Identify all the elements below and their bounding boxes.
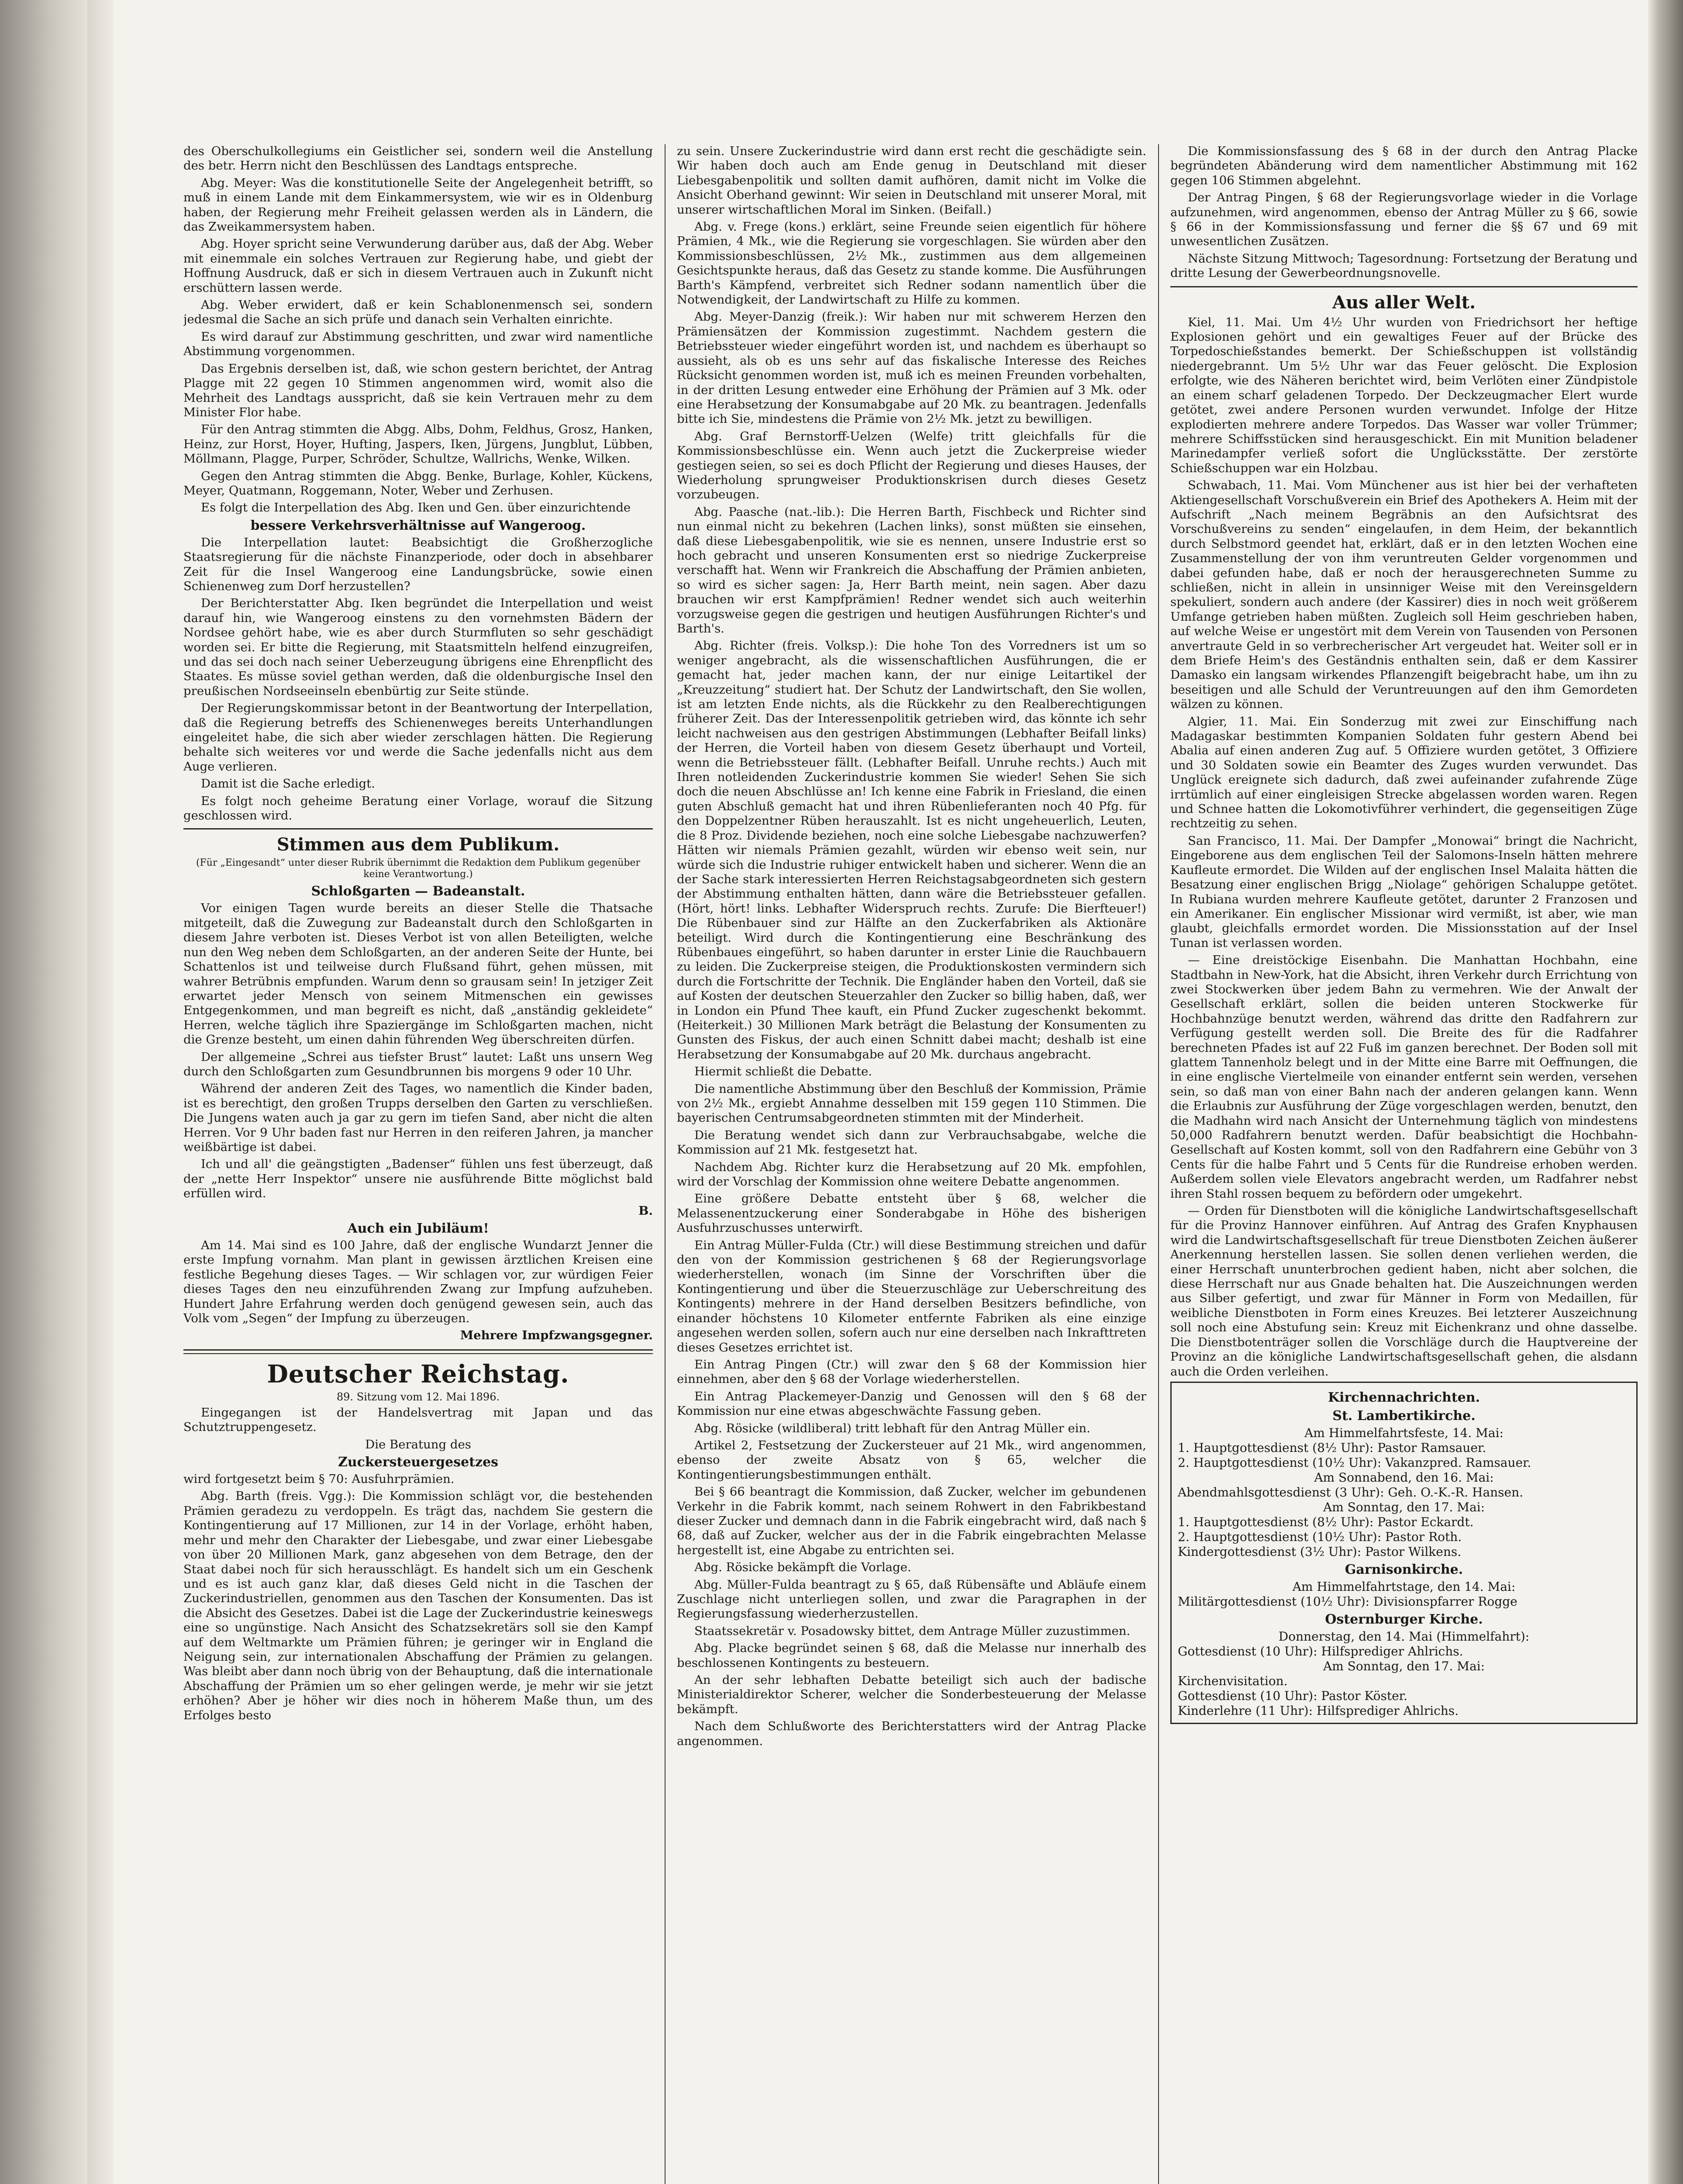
column-3 — [1170, 144, 1638, 2184]
paragraph: zu sein. Unsere Zuckerindustrie wird dann erst recht die geschädigte sein. Wir haben doch auch am Ende genug in Deutschland mit dieser Liebesgabenpolitik und sollten damit aufhören, damit nicht im Volke die Ansicht Oberhand gewinnt: Wir seien in Deutschland mit unserer Moral, mit unserer wirtschaftlichen Moral im Sinken. (Beifall.) — [677, 144, 1146, 217]
paragraph: Abg. Meyer: Was die konstitutionelle Seite der Angelegenheit betrifft, so muß in einem Lande mit dem Einkammersystem, wie wir es in Oldenburg haben, der Regierung mehr Freiheit gelassen werden als in Ländern, die das Zweikammersystem haben. — [183, 176, 653, 234]
service-line: Abendmahlsgottesdienst (3 Uhr): Geh. O.-K.-R. Hansen. — [1178, 1485, 1524, 1500]
section-title: Stimmen aus dem Publikum. — [276, 834, 560, 855]
service-line: Gottesdienst (10 Uhr): Hilfsprediger Ahlrichs. — [1178, 1644, 1463, 1659]
divider — [183, 828, 653, 829]
paragraph: Am 14. Mai sind es 100 Jahre, daß der englische Wundarzt Jenner die erste Impfung vornahm. Man plant in gewissen ärztlichen Kreisen eine festliche Begehung dieses Tages. — Wir schlagen vor, zur würdigen Feier dieses Tages den neu einzuführenden Zwang zur Impfung aufzuheben. Hundert Jahre Erfahrung werden doch genügend gewesen sein, auch das Volk vom „Segen“ der Impfung zu überzeugen. — [183, 1238, 653, 1326]
church-name: Osternburger Kirche. — [1325, 1611, 1483, 1627]
paragraph: Abg. Rösicke (wildliberal) tritt lebhaft für den Antrag Müller ein. — [694, 1421, 1090, 1435]
service-line: Kirchenvisitation. — [1178, 1673, 1288, 1688]
service-line: 2. Hauptgottesdienst (10½ Uhr): Pastor Roth. — [1178, 1529, 1462, 1544]
service-line: 1. Hauptgottesdienst (8½ Uhr): Pastor Eckardt. — [1178, 1514, 1474, 1529]
paragraph: Ich und all' die geängstigten „Badenser“ fühlen uns fest überzeugt, daß der „nette Herr Inspektor“ unsere nie ausführende Bitte möglichst bald erfüllen wird. — [183, 1157, 653, 1201]
paragraph: Damit ist die Sache erledigt. — [201, 777, 375, 791]
paragraph: Abg. Hoyer spricht seine Verwunderung darüber aus, daß der Abg. Weber mit einemmale ein solches Vertrauen zur Regierung habe, und giebt der Hoffnung Ausdruck, daß er sich in diesem Vertrauen auch in Zukunft nicht erschüttern lassen werde. — [183, 237, 653, 295]
paragraph: Der Regierungskommissar betont in der Beantwortung der Interpellation, daß die Regierung betreffs des Schienenweges bereits Unterhandlungen eingeleitet habe, die sich aber wieder zerschlagen hätten. Die Regierung behalte sich weiteres vor und werde die Sache jedenfalls nicht aus dem Auge verlieren. — [183, 701, 653, 774]
service-line: 2. Hauptgottesdienst (10½ Uhr): Vakanzpred. Ramsauer. — [1178, 1455, 1531, 1470]
paragraph: Ein Antrag Müller-Fulda (Ctr.) will diese Bestimmung streichen und dafür den von der Kommission gestrichenen § 68 der Regierungsvorlage wiederherstellen, wonach (im Sinne der Vorschriften über die Kontingentierung und über die Steuerzuschläge zur Ueberschreitung des Kontingents) mehrere in der Hand derselben Besitzers befindliche, von einander höchstens 10 Kilometer entfernte Fabriken als eine einzige angesehen werden sollen, sofern auch nur eine derselben nach Inkrafttreten dieses Gesetzes errichtet ist. — [677, 1238, 1146, 1355]
paragraph: Hiermit schließt die Debatte. — [694, 1064, 872, 1079]
paragraph: Nachdem Abg. Richter kurz die Herabsetzung auf 20 Mk. empfohlen, wird der Vorschlag der Kommission ohne weitere Debatte angenommen. — [677, 1160, 1146, 1189]
service-date: Am Himmelfahrtstage, den 14. Mai: — [1292, 1579, 1516, 1594]
paragraph: Vor einigen Tagen wurde bereits an dieser Stelle die Thatsache mitgeteilt, daß die Zuwegung zur Badeanstalt durch den Schloßgarten in diesem Jahre verboten ist. Dieses Verbot ist von allen Beteiligten, welche nun den Weg neben dem Schloßgarten, an der anderen Seite der Hunte, bei Schattenlos ist und teilweise durch Flußsand führt, gehen müssen, mit wahrer Betrübnis empfunden. Warum denn so grausam sein! In jetziger Zeit erwartet jeder Mensch von seinem Mitmenschen ein gewisses Entgegenkommen, und man begreift es nicht, daß „anständig gekleidete“ Herren, welche täglich ihre Spaziergänge im Schloßgarten machen, nicht die Grenze besteht, um einen dahin führenden Weg überschreiten dürfen. — [183, 901, 653, 1047]
paragraph: Die Beratung wendet sich dann zur Verbrauchsabgabe, welche die Kommission auf 21 Mk. festgesetzt hat. — [677, 1128, 1146, 1157]
paragraph: Es folgt noch geheime Beratung einer Vorlage, worauf die Sitzung geschlossen wird. — [183, 794, 653, 823]
service-date: Am Sonntag, den 17. Mai: — [1323, 1659, 1485, 1673]
service-date: Am Sonnabend, den 16. Mai: — [1314, 1470, 1494, 1485]
paragraph: Abg. Graf Bernstorff-Uelzen (Welfe) tritt gleichfalls für die Kommissionsbeschlüsse ein. Wenn auch jetzt die Zuckerpreise wieder gestiegen seien, so sei es doch Pflicht der Regierung und dieses Hauses, der Wiederholung sprungweiser Produktionskrisen durch dieses Gesetz vorzubeugen. — [677, 429, 1146, 502]
paragraph: San Francisco, 11. Mai. Der Dampfer „Monowai“ bringt die Nachricht, Eingeborene aus dem englischen Teil der Salomons-Inseln hätten mehrere Kaufleute ermordet. Die Wilden auf der englischen Insel Malaita hätten die Besatzung einer englischen Brigg „Niolage“ gehörigen Schaluppe getötet. In Rubiana wurden mehrere Kaufleute getötet, darunter 2 Franzosen und ein Amerikaner. Ein englischer Missionar wird vermißt, ist aber, wie man glaubt, gleichfalls ermordet worden. Die Missionsstation auf der Insel Tunan ist verlassen worden. — [1170, 833, 1638, 950]
paragraph: wird fortgesetzt beim § 70: Ausfuhrprämien. — [183, 1472, 455, 1486]
section-title: Deutscher Reichstag. — [267, 1359, 569, 1389]
paragraph: Der allgemeine „Schrei aus tiefster Brust“ lautet: Laßt uns unsern Weg durch den Schloßgarten zum Gesundbrunnen bis morgens 9 oder 10 Uhr. — [183, 1050, 653, 1078]
signature: B. — [638, 1203, 653, 1218]
section-heading: Zuckersteuergesetzes — [338, 1455, 499, 1470]
session-line: 89. Sitzung vom 12. Mai 1896. — [336, 1390, 500, 1403]
divider — [1170, 286, 1638, 287]
paragraph: An der sehr lebhaften Debatte beteiligt sich auch der badische Ministerialdirektor Scherer, welcher die Sonderbesteuerung der Melasse bekämpft. — [677, 1673, 1146, 1716]
service-date: Am Himmelfahrtsfeste, 14. Mai: — [1304, 1425, 1504, 1440]
paragraph: Die namentliche Abstimmung über den Beschluß der Kommission, Prämie von 2½ Mk., ergiebt Annahme desselben mit 159 gegen 110 Stimmen. Die bayerischen Centrumsabgeordneten stimmten mit der Minderheit. — [677, 1082, 1146, 1125]
service-line: Militärgottesdienst (10½ Uhr): Divisionspfarrer Rogge — [1178, 1594, 1517, 1609]
paragraph: Artikel 2, Festsetzung der Zuckersteuer auf 21 Mk., wird angenommen, ebenso der zweite Absatz von § 65, welcher die Kontingentierungsbestimmungen enthält. — [677, 1438, 1146, 1482]
scan-left-edge — [0, 0, 87, 2184]
column-rule — [1158, 144, 1159, 2184]
paragraph: des Oberschulkollegiums ein Geistlicher sei, sondern weil die Anstellung des betr. Herrn nicht den Beschlüssen des Landtags entspreche. — [183, 144, 653, 173]
church-name: Garnisonkirche. — [1345, 1562, 1463, 1577]
paragraph: Gegen den Antrag stimmten die Abgg. Benke, Burlage, Kohler, Kückens, Meyer, Quatmann, Roggemann, Noter, Weber und Zerhusen. — [183, 469, 653, 498]
paragraph: Eine größere Debatte entsteht über § 68, welcher die Melassenentzuckerung einer Sonderabgabe in Höhe des bisherigen Ausfuhrzuschusses unterwirft. — [677, 1192, 1146, 1235]
paragraph: Nächste Sitzung Mittwoch; Tagesordnung: Fortsetzung der Beratung und dritte Lesung der Gewerbeordnungsnovelle. — [1170, 251, 1638, 280]
signature: Mehrere Impfzwangsgegner. — [460, 1328, 653, 1343]
church-notices-box — [1170, 1382, 1638, 1724]
double-divider — [183, 1349, 653, 1354]
paragraph: Der Berichterstatter Abg. Iken begründet die Interpellation und weist darauf hin, wie Wangeroog einstens zu den vornehmsten Bädern der Nordsee gehört habe, wie es aber durch Sturmfluten so sehr geschädigt worden sei. Er bitte die Regierung, mit Staatsmitteln helfend einzugreifen, und das sei doch nach seiner Ueberzeugung übrigens eine Ehrenpflicht des Staates. Es müsse soviel gethan werden, daß die oldenburgische Insel den preußischen Nordseeinseln ebenbürtig zur Seite stünde. — [183, 596, 653, 698]
paragraph: Abg. Meyer-Danzig (freik.): Wir haben nur mit schwerem Herzen den Prämiensätzen der Kommission zugestimmt. Nachdem gestern die Betriebssteuer wieder eingeführt worden ist, und nachdem es überhaupt so aussieht, als ob es uns sehr auf das fiskalische Interesse des Reiches Rücksicht genommen worden ist, muß ich es meinen Freunden vorbehalten, in der dritten Lesung entweder eine Erhöhung der Prämien auf 3 Mk. oder eine Herabsetzung der Konsumabgabe auf 20 Mk. zu beantragen. Jedenfalls bitte ich Sie, mindestens die Prämie von 2½ Mk. jetzt zu bewilligen. — [677, 310, 1146, 426]
paragraph: Nach dem Schlußworte des Berichterstatters wird der Antrag Placke angenommen. — [677, 1719, 1146, 1748]
scan-right-edge — [1648, 0, 1683, 2184]
service-line: Gottesdienst (10 Uhr): Pastor Köster. — [1178, 1688, 1407, 1703]
editorial-note: (Für „Eingesandt“ unter dieser Rubrik übernimmt die Redaktion dem Publikum gegenüber keine Verantwortung.) — [196, 857, 641, 880]
paragraph: Staatssekretär v. Posadowsky bittet, dem Antrage Müller zuzustimmen. — [694, 1624, 1131, 1638]
paragraph: Es wird darauf zur Abstimmung geschritten, und zwar wird namentliche Abstimmung vorgenommen. — [183, 329, 653, 359]
paragraph: Das Ergebnis derselben ist, daß, wie schon gestern berichtet, der Antrag Plagge mit 22 gegen 10 Stimmen angenommen wird, womit also die Mehrheit des Landtags ausspricht, daß sie kein Vertrauen mehr zu dem Minister Flor habe. — [183, 361, 653, 419]
column-rule — [665, 144, 666, 2184]
paragraph: Abg. Rösicke bekämpft die Vorlage. — [694, 1560, 911, 1575]
paragraph: Der Antrag Pingen, § 68 der Regierungsvorlage wieder in die Vorlage aufzunehmen, wird angenommen, ebenso der Antrag Müller zu § 66, sowie § 66 in der Kommissionsfassung und ferner die §§ 67 und 69 mit unwesentlichen Zusätzen. — [1170, 190, 1638, 249]
page-binding — [87, 0, 114, 2184]
article-heading: Schloßgarten — Badeanstalt. — [311, 884, 525, 899]
paragraph: Eingegangen ist der Handelsvertrag mit Japan und das Schutztruppengesetz. — [183, 1405, 653, 1434]
paragraph: Abg. Weber erwidert, daß er kein Schablonenmensch sei, sondern jedesmal die Sache an sich prüfe und danach sein Verhalten einrichte. — [183, 298, 653, 327]
service-line: Kinderlehre (11 Uhr): Hilfsprediger Ahlrichs. — [1178, 1703, 1459, 1718]
paragraph: Abg. Placke begründet seinen § 68, daß die Melasse nur innerhalb des beschlossenen Kontingents zu besteuern. — [677, 1641, 1146, 1670]
section-heading: bessere Verkehrsverhältnisse auf Wangeroog. — [250, 518, 586, 533]
paragraph: Für den Antrag stimmten die Abgg. Albs, Dohm, Feldhus, Grosz, Hanken, Heinz, zur Horst, Hoyer, Hufting, Jaspers, Iken, Jürgens, Jungblut, Lübben, Möllmann, Plagge, Purper, Schröder, Schultze, Wallrichs, Wenke, Wilken. — [183, 422, 653, 466]
paragraph: Ein Antrag Plackemeyer-Danzig und Genossen will den § 68 der Kommission nur eine etwas abgeschwächte Fassung geben. — [677, 1389, 1146, 1418]
column-1 — [183, 144, 653, 2184]
paragraph: Die Interpellation lautet: Beabsichtigt die Großherzogliche Staatsregierung für die nächste Finanzperiode, oder doch in absehbarer Zeit für die Insel Wangeroog eine Landungsbrücke, sowie einen Schienenweg zum Dorf herzustellen? — [183, 535, 653, 593]
service-line: 1. Hauptgottesdienst (8½ Uhr): Pastor Ramsauer. — [1178, 1440, 1486, 1455]
paragraph: Abg. Barth (freis. Vgg.): Die Kommission schlägt vor, die bestehenden Prämien geradezu zu verdoppeln. Es trägt das, nachdem Sie gestern die Kontingentierung auf 17 Millionen, zur 14 in der Vorlage, erhöht haben, mehr und mehr den Charakter der Liebesgabe, und zwar einer Liebesgabe von über 20 Millionen Mark, ganz abgesehen von dem Betrage, den der Staat dabei noch für sich herausschlägt. Es handelt sich um ein Geschenk und es ist auch ganz klar, daß dieses Geld nicht in die Taschen der Zuckerindustriellen, genommen aus den Taschen der Konsumenten. Das ist die Absicht des Gesetzes. Dabei ist die Lage der Zuckerindustrie keineswegs eine so ungünstige. Nach Ansicht des Schatzsekretärs soll sie den Kampf auf dem Weltmarkte um Prämien führen; je geringer wir in England die Neigung sein, zur internationalen Abschaffung der Prämien zu gelangen. Was bleibt aber dann noch übrig von der Behauptung, daß die internationale Abschaffung der Prämien um so eher gelingen werde, je mehr wir sie jetzt erhöhen? Aber je höher wir dies noch in höherem Maße thun, um des Erfolges besto — [183, 1489, 653, 1722]
paragraph: Abg. Richter (freis. Volksp.): Die hohe Ton des Vorredners ist um so weniger angebracht, als die wissenschaftlichen Ausführungen, die er gemacht hat, jeder machen kann, der nur einige Leitartikel der „Kreuzzeitung“ studiert hat. Der Schutz der Landwirtschaft, den Sie wollen, ist am letzten Ende nichts, als die Rückkehr zu den Realberechtigungen früherer Zeit. Das der Interessenpolitik getrieben wird, das könnte ich sehr leicht nachweisen aus den gestrigen Abstimmungen (Lebhafter Beifall links) der Herren, die Vorteil haben von diesem Gesetz überhaupt und Vorteil, wenn die Betriebssteuer fällt. (Lebhafter Beifall. Unruhe rechts.) Auch mit Ihren notleidenden Zuckerindustrie kommen Sie wieder! Sehen Sie sich doch die neuen Abschlüsse an! Ich kenne eine Fabrik in Friesland, die einen guten Abschluß gemacht hat und ihren Rübenlieferanten noch 40 Pfg. für den Doppelzentner Rüben herauszahlt. Ist es nicht ungeheuerlich, Leuten, die 8 Proz. Dividende beziehen, noch eine solche Liebesgabe nachzuwerfen? Hätten wir niemals Prämien gezahlt, würden wir ebenso weit sein, nur würde sich die Industrie ruhiger entwickelt haben und sicherer. Wenn die an der Sache stark interessierten Herren Reichstagsabgeordneten sich gestern der Abstimmung enthalten hätten, dann wäre die Betriebssteuer gefallen. (Hört, hört! links. Lebhafter Widerspruch rechts. Zurufe: Die Bierfteuer!) Die Rübenbauer sind zur Hälfte an den Zuckerfabriken als Aktionäre beteiligt. Wird durch die Kontingentierung eine Beschränkung des Rübenbaues eingeführt, so haben darunter in erster Linie die Rauchbauern zu leiden. Die Zuckerpreise steigen, die Produktionskosten vermindern sich durch die Fortschritte der Technik. Die Engländer haben den Vorteil, daß sie auf Kosten der deutschen Steuerzahler den Zucker so billig haben, daß, wer in London ein Pfund Thee kauft, ein Pfund Zucker zugeschenkt bekommt. (Heiterkeit.) 30 Millionen Mark beträgt die Belastung der Konsumenten zu Gunsten des Fiskus, der auch einen Schnitt dabei macht; deshalb ist eine Herabsetzung der Konsumabgabe auf 20 Mk. durchaus angebracht. — [677, 639, 1146, 1061]
article-heading: Auch ein Jubiläum! — [347, 1221, 489, 1236]
paragraph: Während der anderen Zeit des Tages, wo namentlich die Kinder baden, ist es berechtigt, den großen Trupps derselben den Garten zu verschließen. Die Jungens waten auch ja gar zu gern im tiefen Sand, aber nicht die alten Herren. Vor 9 Uhr baden fast nur Herren in den reiferen Jahren, ja mancher weißbärtige ist dabei. — [183, 1082, 653, 1154]
paragraph: Die Beratung des — [365, 1437, 471, 1451]
church-notices-title: Kirchennachrichten. — [1328, 1389, 1480, 1405]
paragraph: Schwabach, 11. Mai. Vom Münchener aus ist hier bei der verhafteten Aktiengesellschaft Vorschußverein ein Brief des Apothekers A. Heim mit der Aufschrift „Nach meinem Begräbnis an den Aufsichtsrat des Vorschußvereins zu senden“ eingelaufen, in dem Heim, der bekanntlich durch Selbstmord geendet hat, erklärt, daß er in den letzten Wochen eine Zusammenstellung der von ihm veruntreuten Gelder vorgenommen und dabei gefunden habe, daß er noch der herausgerechneten Summe zu schließen, nicht in allein in unsinniger Weise mit den Vereinsgeldern spekuliert, sondern auch andere (der Kassirer) dies in noch weit größerem Umfange getrieben haben müßten. Zugleich soll Heim geschrieben haben, auf welche Weise er ungestört mit dem Verein von Tausenden von Personen anvertraute Geld in so verbrecherischer Art vergeudet hat. Weiter soll er in dem Briefe Heim's des Geständnis enthalten sein, daß er dem Kassirer Damasko ein langsam wirkendes Pflanzengift beigebracht habe, um ihn zu beseitigen und alle Schuld der Veruntreuungen auf den ihm Gemordeten wälzen zu können. — [1170, 478, 1638, 712]
paragraph: Abg. Paasche (nat.-lib.): Die Herren Barth, Fischbeck und Richter sind nun einmal nicht zu bekehren (Lachen links), sonst müßten sie einsehen, daß diese Liebesgabenpolitik, wie sie es nennen, unsere Industrie erst so hoch gebracht und unseren Konsumenten erst so niedrige Zuckerpreise verschafft hat. Wenn wir Frankreich die Abschaffung der Prämien anbieten, so wird es sicher sagen: Ja, Herr Barth meint, nein sagen. Aber dazu brauchen wir erst Kampfprämien! Redner wendet sich auch weiterhin vorzugsweise gegen die gestrigen und heutigen Ausführungen Richter's und Barth's. — [677, 505, 1146, 636]
column-2 — [677, 144, 1146, 2184]
paragraph: — Eine dreistöckige Eisenbahn. Die Manhattan Hochbahn, eine Stadtbahn in New-York, hat die Absicht, ihren Verkehr durch Errichtung von zwei Stockwerken über jedem Bahn zu vermehren. Wie der Anwalt der Gesellschaft erklärt, sollen die beiden unteren Stockwerke für Hochbahnzüge benutzt werden, während das dritte den Radfahrern zur Verfügung gestellt werden soll. Die Breite des für die Radfahrer berechneten Pfades ist auf 22 Fuß im ganzen berechnet. Der Boden soll mit glattem Tannenholz belegt und in der Mitte eine Barre mit Oeffnungen, die in eine englische Viertelmeile von einander entfernt sein werden, versehen sein, so daß man von einer Bahn nach der anderen gelangen kann. Wenn die Erlaubnis zur Ausführung der Züge vorgeschlagen werden, benutzt, den die Madhahn wird nach Ansicht der Unternehmung täglich von mindestens 50,000 Radfahrern benutzt werden. Dafür beabsichtigt die Hochbahn-Gesellschaft auf Kosten kommt, soll von den Radfahrern eine Gebühr von 3 Cents für die halbe Fahrt und 5 Cents für die Rundreise erhoben werden. Außerdem sollen viele Elevators angebracht werden, um Radfahrer nebst ihren Stahl rossen bequem zu befördern oder umgekehrt. — [1170, 953, 1638, 1201]
paragraph: Abg. v. Frege (kons.) erklärt, seine Freunde seien eigentlich für höhere Prämien, 4 Mk., wie die Regierung sie vorgeschlagen. Sie würden aber den Kommissionsbeschlüssen, 2½ Mk., zustimmen aus dem allgemeinen Gesichtspunkte heraus, daß das Gesetz zu stande komme. Die Ausführungen Barth's Kämpfend, verbreitet sich Redner sodann namentlich über die Notwendigkeit, der Landwirtschaft zu Hilfe zu kommen. — [677, 220, 1146, 307]
paragraph: Abg. Müller-Fulda beantragt zu § 65, daß Rübensäfte und Abläufe einem Zuschlage nicht unterliegen sollen, und zwar die Paragraphen in der Regierungsfassung wiederherzustellen. — [677, 1577, 1146, 1621]
paragraph: Ein Antrag Pingen (Ctr.) will zwar den § 68 der Kommission hier einnehmen, aber den § 68 der Vorlage wiederherstellen. — [677, 1357, 1146, 1386]
newspaper-page — [183, 144, 1638, 2184]
paragraph: Die Kommissionsfassung des § 68 in der durch den Antrag Placke begründeten Abänderung wird dem namentlicher Abstimmung mit 162 gegen 106 Stimmen abgelehnt. — [1170, 144, 1638, 187]
paragraph: Kiel, 11. Mai. Um 4½ Uhr wurden von Friedrichsort her heftige Explosionen gehört und ein gewaltiges Feuer auf der Brücke des Torpedoschießstandes bemerkt. Der Schießschuppen ist vollständig niedergebrannt. Um 5½ Uhr war das Feuer gelöscht. Die Explosion erfolgte, wie des Näheren berichtet wird, beim Verlöten einer Zündpistole an einem scharf geladenen Torpedo. Der Deckzeugmacher Elert wurde getötet, zwei andere Personen wurden verwundet. Infolge der Hitze explodierten mehrere andere Torpedos. Das Wasser war voller Trümmer; mehrere Schiffsstücken sind herausgeschickt. Ein mit Munition beladener Marinedampfer verließ sofort die Unglücksstätte. Der zerstörte Schießschuppen war ein Holzbau. — [1170, 315, 1638, 475]
service-date: Donnerstag, den 14. Mai (Himmelfahrt): — [1278, 1629, 1530, 1644]
paragraph: Algier, 11. Mai. Ein Sonderzug mit zwei zur Einschiffung nach Madagaskar bestimmten Kompanien Soldaten fuhr gestern Abend bei Abalia auf einen anderen Zug auf. 5 Offiziere wurden getötet, 3 Offiziere und 30 Soldaten sowie ein Beamter des Zuges wurden verwundet. Das Unglück ereignete sich dadurch, daß zwei aufeinander zufahrende Züge irrtümlich auf einer eingleisigen Strecke abgelassen worden waren. Regen und Schnee hatten die Lokomotivführer verhindert, die gegenseitigen Züge rechtzeitig zu sehen. — [1170, 714, 1638, 831]
section-title: Aus aller Welt. — [1332, 292, 1476, 313]
service-date: Am Sonntag, den 17. Mai: — [1323, 1500, 1485, 1514]
paragraph: Bei § 66 beantragt die Kommission, daß Zucker, welcher im gebundenen Verkehr in die Fabrik kommt, nach seinem Rohwert in den Fabrikbestand dieser Zucker und demnach dann in die Fabrik eingebracht wird, daß nach § 68, daß auf Zucker, welcher aus der in die Fabrik eingebrachten Melasse hergestellt ist, eine Abgabe zu entrichten sei. — [677, 1485, 1146, 1557]
paragraph: — Orden für Dienstboten will die königliche Landwirtschaftsgesellschaft für die Provinz Hannover einführen. Auf Antrag des Grafen Knyphausen wird die Landwirtschaftsgesellschaft für treue Dienstboten Zeichen äußerer Anerkennung herstellen lassen. Sie sollen denen verliehen werden, die einer Herrschaft ununterbrochen gedient haben, nicht aber solchen, die diese Herrschaft nur aus Gnade behalten hat. Die Auszeichnungen werden aus Silber gefertigt, und zwar für Männer in Form von Medaillen, für weibliche Dienstboten in Form eines Kreuzes. Bei letzterer Auszeichnung soll noch eine Abstufung sein: Kreuz mit Eichenkranz und ohne dasselbe. Die Dienstbotenträger sollen die Vorschläge durch die Hauptvereine der Provinz an die königliche Landwirtschaftsgesellschaft gehen, die alsdann auch die Orden verleihen. — [1170, 1204, 1638, 1379]
paragraph: Es folgt die Interpellation des Abg. Iken und Gen. über einzurichtende — [201, 501, 631, 515]
church-name: St. Lambertikirche. — [1332, 1408, 1476, 1424]
service-line: Kindergottesdienst (3½ Uhr): Pastor Wilkens. — [1178, 1544, 1462, 1559]
